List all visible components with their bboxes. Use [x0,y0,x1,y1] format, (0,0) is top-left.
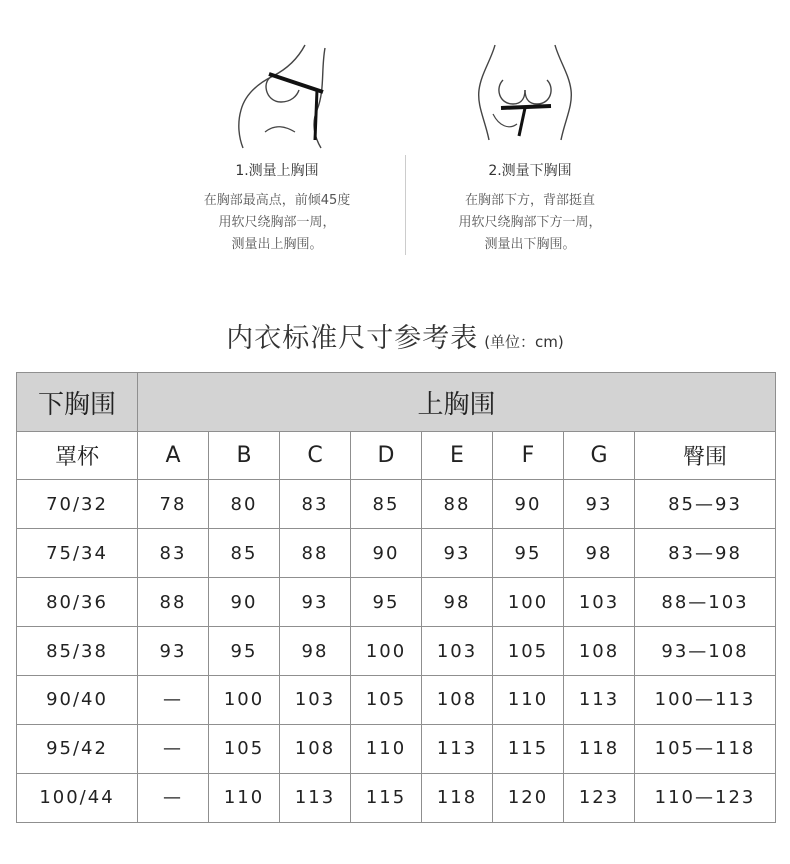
table-row [17,724,776,773]
table-cell: 123 [564,773,635,822]
table-row [17,578,776,627]
table-cell: 78 [138,480,209,529]
table-cell: 120 [493,773,564,822]
measure-under-bust-illustration [465,40,585,150]
table-cell: 115 [351,773,422,822]
table-cell: 110 [493,676,564,725]
table-cell: 98 [280,627,351,676]
table-cell: 85/38 [17,627,138,676]
table-cell: 110—123 [635,773,776,822]
subheader-e: E [422,432,493,480]
table-cell: 113 [422,724,493,773]
table-cell: 90/40 [17,676,138,725]
header-under-bust: 下胸围 [17,373,138,432]
measure-upper-bust-illustration [225,40,345,150]
table-cell: 98 [422,578,493,627]
table-cell: 110 [351,724,422,773]
table-cell: 93—108 [635,627,776,676]
header-upper-bust: 上胸围 [138,373,776,432]
table-cell: 115 [493,724,564,773]
table-cell: 93 [280,578,351,627]
table-cell: 118 [564,724,635,773]
table-cell: 113 [280,773,351,822]
table-cell: — [138,773,209,822]
table-cell: 95 [209,627,280,676]
table-cell: 105 [209,724,280,773]
table-cell: 118 [422,773,493,822]
table-cell: 108 [280,724,351,773]
measurement-guide [0,0,790,270]
table-cell: 88 [422,480,493,529]
step-1-title: 1.测量上胸围 [235,163,319,179]
table-cell: 100 [351,627,422,676]
step-divider [405,155,406,255]
table-cell: 110 [209,773,280,822]
table-cell: 95/42 [17,724,138,773]
subheader-b: B [209,432,280,480]
table-cell: 88—103 [635,578,776,627]
table-cell: — [138,724,209,773]
table-cell: — [138,676,209,725]
table-row [17,529,776,578]
table-cell: 108 [564,627,635,676]
subheader-cup: 罩杯 [17,432,138,480]
table-cell: 105 [351,676,422,725]
table-cell: 95 [351,578,422,627]
subheader-d: D [351,432,422,480]
step-1-line-1: 在胸部最高点，前倾45度 [203,193,351,208]
table-cell: 75/34 [17,529,138,578]
step-2-title: 2.测量下胸围 [488,163,572,179]
table-row [17,773,776,822]
step-2-line-2: 用软尺绕胸部下方一周， [458,215,602,230]
table-cell: 90 [209,578,280,627]
table-cell: 105 [493,627,564,676]
subheader-hip: 臀围 [635,432,776,480]
table-cell: 105—118 [635,724,776,773]
table-cell: 85 [209,529,280,578]
table-row [17,627,776,676]
table-cell: 90 [493,480,564,529]
table-row [17,676,776,725]
table-cell: 88 [138,578,209,627]
step-2-line-1: 在胸部下方，背部挺直 [464,193,595,208]
table-cell: 93 [564,480,635,529]
table-cell: 85 [351,480,422,529]
subheader-a: A [138,432,209,480]
table-cell: 103 [564,578,635,627]
table-cell: 90 [351,529,422,578]
table-cell: 103 [422,627,493,676]
subheader-c: C [280,432,351,480]
table-cell: 100 [493,578,564,627]
table-cell: 113 [564,676,635,725]
step-1-description [157,190,397,256]
table-cell: 95 [493,529,564,578]
table-cell: 103 [280,676,351,725]
table-cell: 88 [280,529,351,578]
table-cell: 100 [209,676,280,725]
table-row [17,480,776,529]
size-table-title [0,316,790,355]
subheader-g: G [564,432,635,480]
table-cell: 80 [209,480,280,529]
step-2-description [410,190,650,256]
step-1-line-3: 测量出上胸围。 [231,237,323,252]
size-table [16,372,776,823]
table-cell: 83 [280,480,351,529]
table-cell: 98 [564,529,635,578]
step-1-line-2: 用软尺绕胸部一周， [218,215,336,230]
table-cell: 93 [138,627,209,676]
table-header-row [17,373,776,432]
table-cell: 80/36 [17,578,138,627]
table-cell: 83—98 [635,529,776,578]
table-cell: 85—93 [635,480,776,529]
table-cell: 70/32 [17,480,138,529]
table-subheader-row [17,432,776,480]
table-cell: 83 [138,529,209,578]
table-cell: 108 [422,676,493,725]
table-cell: 100/44 [17,773,138,822]
size-table-heading: 内衣标准尺寸参考表 [226,323,479,354]
step-2-line-3: 测量出下胸围。 [484,237,576,252]
table-cell: 93 [422,529,493,578]
size-table-unit: (单位：cm) [484,333,564,351]
table-cell: 100—113 [635,676,776,725]
subheader-f: F [493,432,564,480]
